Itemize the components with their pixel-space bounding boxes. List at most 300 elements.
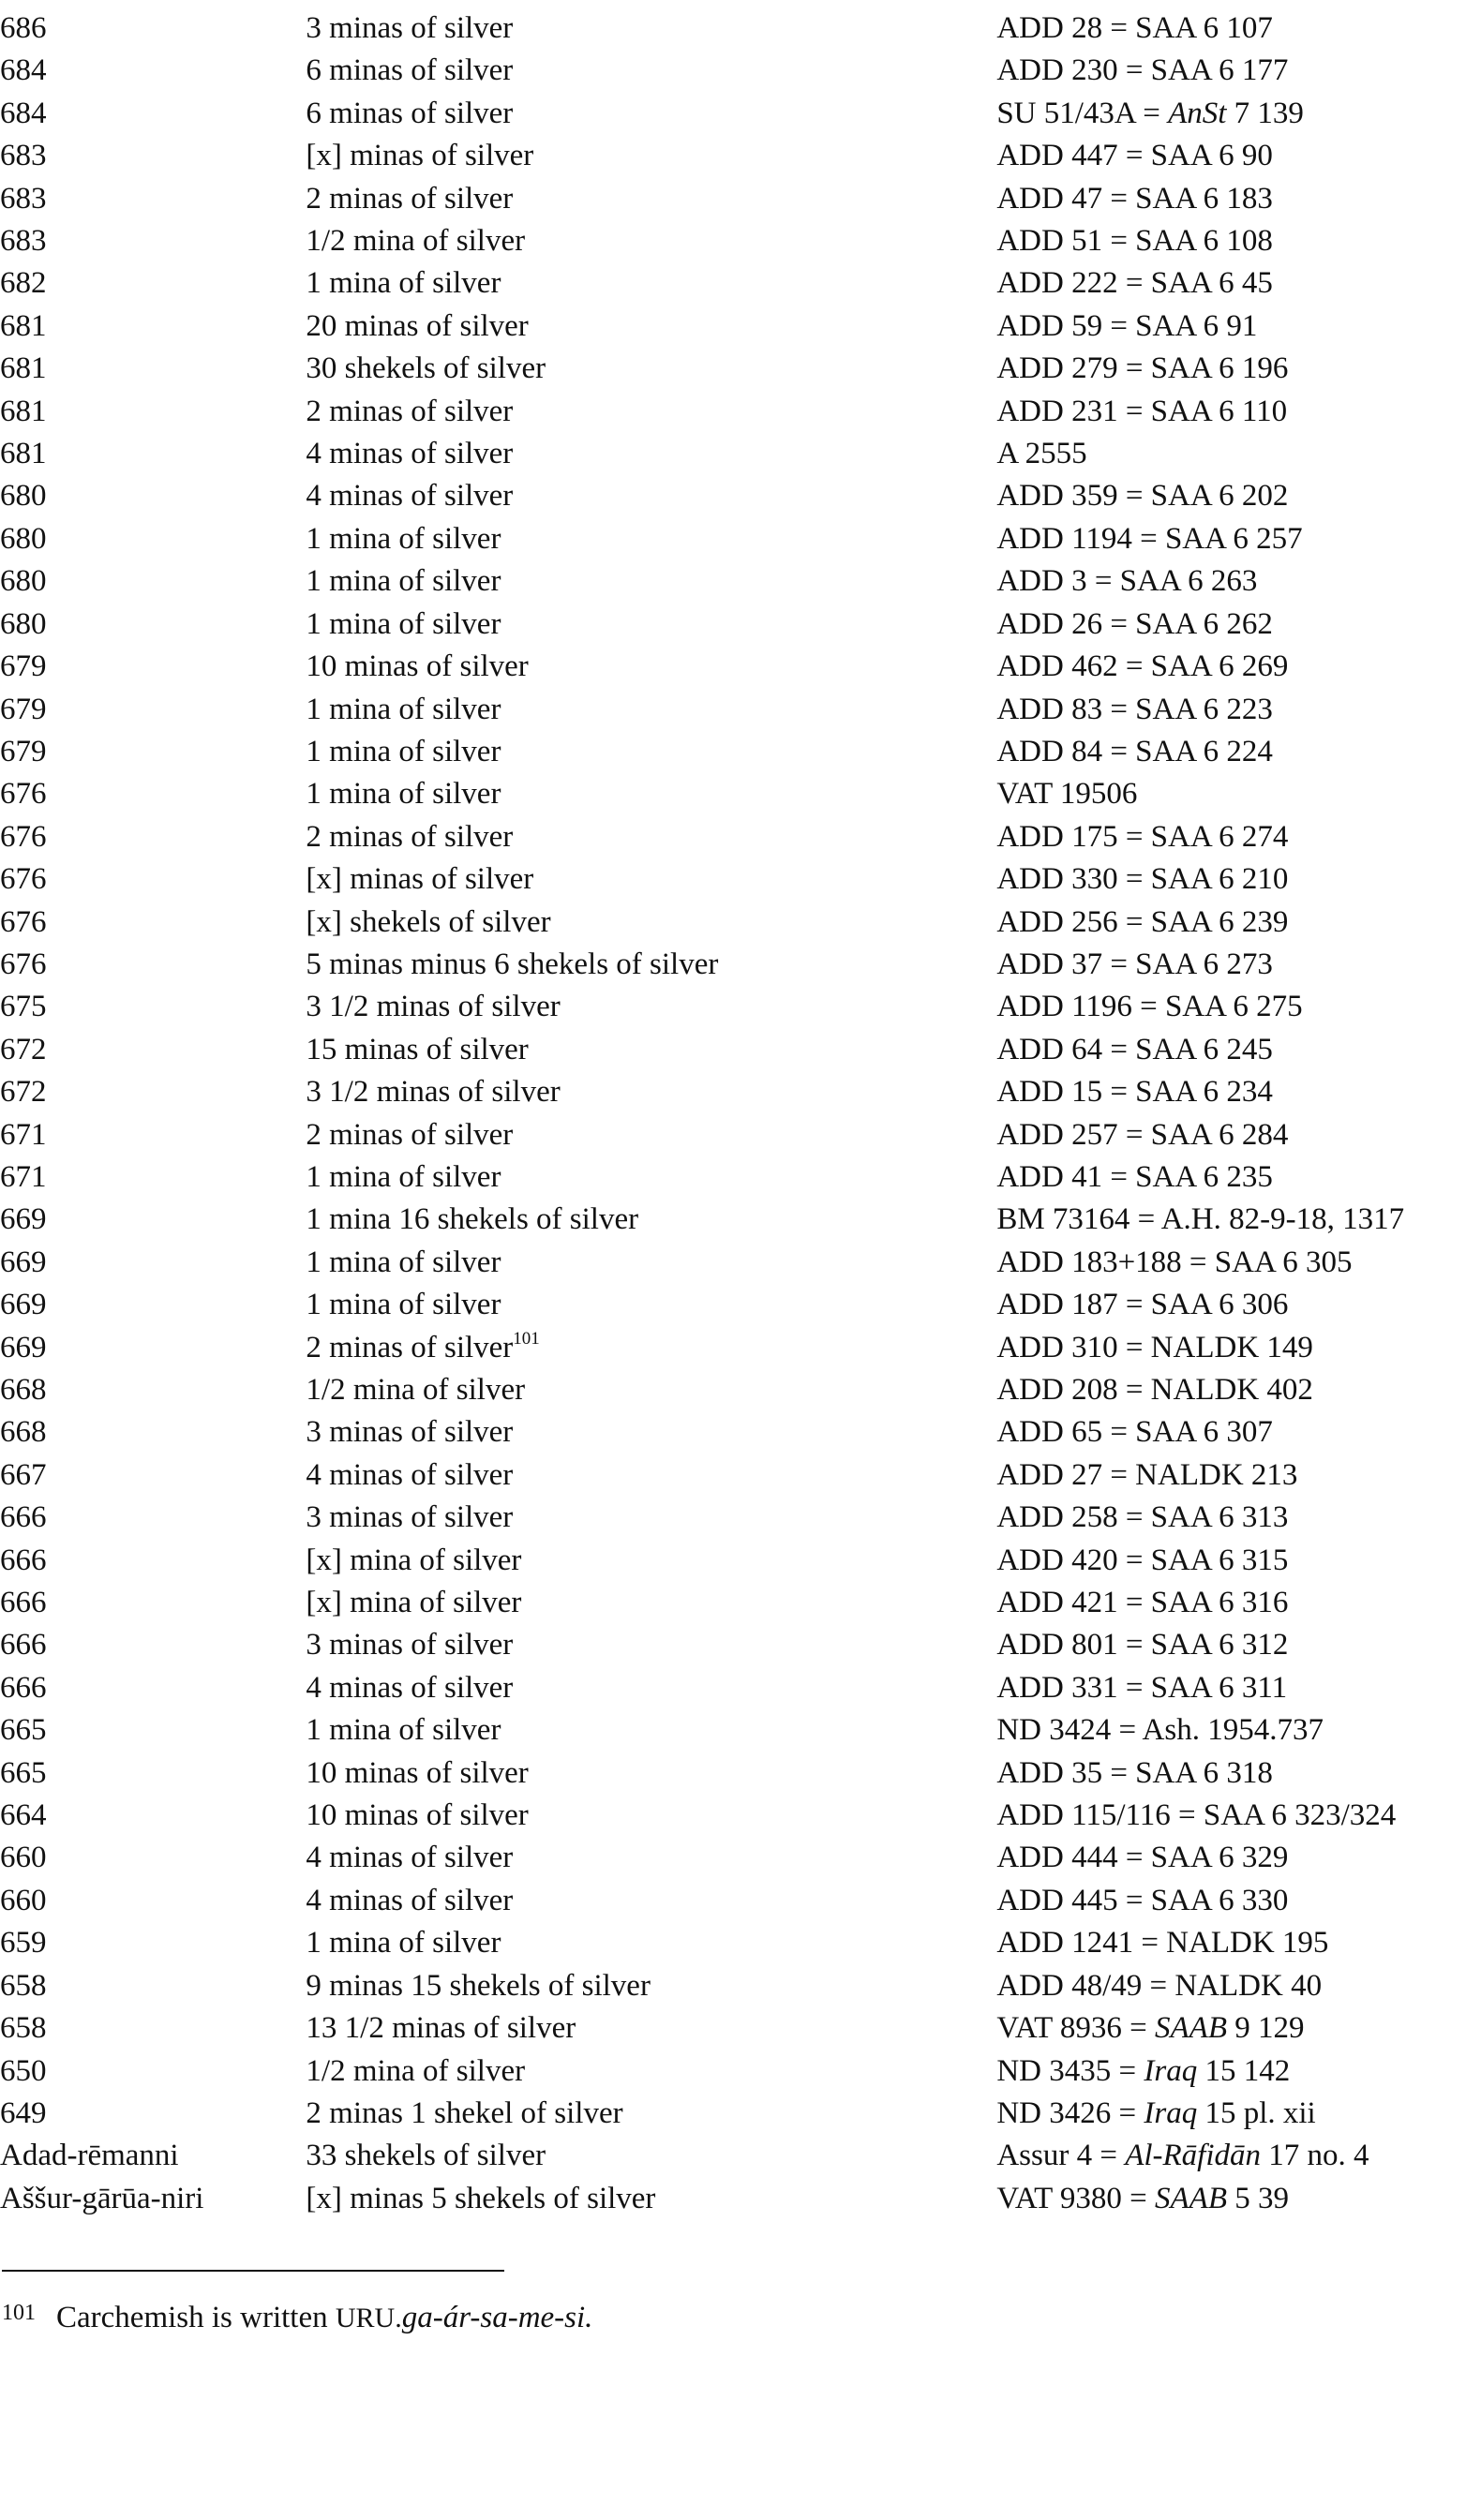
table-row xyxy=(0,475,1481,517)
reference-text: ADD 35 = SAA 6 318 xyxy=(996,1755,1273,1790)
amount-text: 1 mina of silver xyxy=(306,606,501,641)
table-row xyxy=(0,773,1481,815)
year-cell: 681 xyxy=(0,394,47,428)
table-row xyxy=(0,1411,1481,1454)
amount-text: 6 minas of silver xyxy=(306,53,514,88)
amount-cell xyxy=(306,178,996,220)
reference-suffix: 5 39 xyxy=(1227,2181,1289,2215)
reference-cell xyxy=(996,93,1481,135)
reference-cell xyxy=(996,391,1481,433)
table-row xyxy=(0,348,1481,390)
reference-text: ADD 801 = SAA 6 312 xyxy=(996,1628,1289,1663)
amount-text: 1/2 mina of silver xyxy=(306,1373,526,1407)
reference-cell xyxy=(996,816,1481,858)
amount-text: 4 minas of silver xyxy=(306,1883,514,1917)
amount-text: 1 mina of silver xyxy=(306,1713,501,1748)
table-row xyxy=(0,1880,1481,1922)
table-row xyxy=(0,2007,1481,2050)
amount-text: 1 mina of silver xyxy=(306,777,501,812)
table-row xyxy=(0,1327,1481,1369)
footnote-term: URU. xyxy=(335,2303,402,2334)
reference-cell xyxy=(996,560,1481,603)
reference-cell xyxy=(996,731,1481,773)
reference-text: ADD 28 = SAA 6 107 xyxy=(996,11,1273,45)
amount-text: 1 mina of silver xyxy=(306,734,501,768)
table-row xyxy=(0,391,1481,433)
footnote xyxy=(2,2294,592,2337)
amount-cell xyxy=(306,986,996,1028)
amount-text: 1/2 mina of silver xyxy=(306,2053,526,2088)
amount-text: 30 shekels of silver xyxy=(306,351,546,386)
reference-cell xyxy=(996,1795,1481,1837)
footnote-number: 101 xyxy=(2,2301,36,2325)
reference-suffix: 9 129 xyxy=(1227,2011,1305,2046)
reference-text: ND 3426 = xyxy=(996,2095,1144,2130)
year-cell: 660 xyxy=(0,1883,47,1917)
reference-cell xyxy=(996,1071,1481,1113)
amount-text: 1 mina of silver xyxy=(306,1926,501,1961)
amount-cell xyxy=(306,1880,996,1922)
reference-cell xyxy=(996,646,1481,688)
reference-cell xyxy=(996,2135,1481,2177)
footnote-rule xyxy=(2,2270,504,2272)
year-cell: 684 xyxy=(0,53,47,88)
table-row xyxy=(0,1582,1481,1624)
year-cell: 672 xyxy=(0,1032,47,1066)
table-row xyxy=(0,2050,1481,2093)
year-cell: 680 xyxy=(0,521,47,556)
reference-text: BM 73164 = A.H. 82-9-18, 1317 xyxy=(996,1202,1405,1237)
table-row xyxy=(0,1752,1481,1795)
year-cell: 666 xyxy=(0,1628,47,1663)
reference-text: ADD 84 = SAA 6 224 xyxy=(996,734,1273,768)
amount-cell xyxy=(306,1582,996,1624)
year-cell: 660 xyxy=(0,1841,47,1875)
reference-cell xyxy=(996,1667,1481,1709)
reference-cell xyxy=(996,1411,1481,1454)
reference-italic: Al-Rāfidān xyxy=(1125,2139,1262,2173)
reference-italic: Iraq xyxy=(1144,2053,1198,2088)
year-cell: Adad-rēmanni xyxy=(0,2139,179,2173)
year-cell: 680 xyxy=(0,479,47,514)
amount-text: 1 mina of silver xyxy=(306,521,501,556)
amount-cell xyxy=(306,1327,996,1369)
table-row xyxy=(0,560,1481,603)
table-row xyxy=(0,518,1481,560)
reference-text: ADD 310 = NALDK 149 xyxy=(996,1330,1313,1364)
reference-text: ND 3435 = xyxy=(996,2053,1144,2088)
table-row xyxy=(0,1709,1481,1752)
amount-cell xyxy=(306,1199,996,1241)
footnote-term-italic: ga-ár-sa-me-si. xyxy=(401,2301,593,2334)
reference-text: VAT 8936 = xyxy=(996,2011,1156,2046)
reference-cell xyxy=(996,2007,1481,2050)
table-row xyxy=(0,1156,1481,1199)
year-cell: 681 xyxy=(0,437,47,471)
reference-cell xyxy=(996,2178,1481,2220)
reference-cell xyxy=(996,1327,1481,1369)
amount-text: 3 1/2 minas of silver xyxy=(306,1075,561,1110)
year-cell: 668 xyxy=(0,1373,47,1407)
year-cell: 666 xyxy=(0,1543,47,1577)
amount-cell xyxy=(306,816,996,858)
amount-cell xyxy=(306,773,996,815)
reference-cell xyxy=(996,1624,1481,1666)
reference-text: ADD 359 = SAA 6 202 xyxy=(996,479,1289,514)
reference-cell xyxy=(996,1454,1481,1497)
reference-italic: Iraq xyxy=(1144,2095,1198,2130)
amount-cell xyxy=(306,858,996,901)
year-cell: 658 xyxy=(0,2011,47,2046)
table-row xyxy=(0,731,1481,773)
amount-cell xyxy=(306,1922,996,1964)
reference-suffix: 15 142 xyxy=(1197,2053,1291,2088)
amount-text: 3 1/2 minas of silver xyxy=(306,990,561,1024)
year-cell: 686 xyxy=(0,11,47,45)
amount-text: 1 mina of silver xyxy=(306,1245,501,1279)
amount-cell xyxy=(306,475,996,517)
amount-cell xyxy=(306,1454,996,1497)
reference-cell xyxy=(996,1922,1481,1964)
year-cell: 675 xyxy=(0,990,47,1024)
year-cell: 665 xyxy=(0,1755,47,1790)
amount-cell xyxy=(306,1156,996,1199)
amount-cell xyxy=(306,2007,996,2050)
table-row xyxy=(0,433,1481,475)
amount-cell xyxy=(306,93,996,135)
amount-text: 3 minas of silver xyxy=(306,1415,514,1450)
amount-text: 4 minas of silver xyxy=(306,479,514,514)
amount-cell xyxy=(306,902,996,944)
reference-cell xyxy=(996,1029,1481,1071)
reference-text: ADD 447 = SAA 6 90 xyxy=(996,139,1273,173)
year-cell: 682 xyxy=(0,266,47,301)
ledger-body xyxy=(0,7,1481,2220)
reference-text: ADD 331 = SAA 6 311 xyxy=(996,1670,1288,1705)
footnote-ref: 101 xyxy=(513,1328,540,1349)
reference-cell xyxy=(996,220,1481,262)
ledger-table xyxy=(0,7,1481,2220)
amount-cell xyxy=(306,1540,996,1582)
reference-italic: AnSt xyxy=(1168,96,1227,130)
reference-cell xyxy=(996,1965,1481,2007)
amount-cell xyxy=(306,1667,996,1709)
amount-text: 1/2 mina of silver xyxy=(306,224,526,259)
year-cell: 679 xyxy=(0,649,47,684)
year-cell: 669 xyxy=(0,1288,47,1322)
reference-cell xyxy=(996,348,1481,390)
reference-cell xyxy=(996,1369,1481,1411)
reference-cell xyxy=(996,2093,1481,2135)
table-row xyxy=(0,1540,1481,1582)
year-cell: 676 xyxy=(0,862,47,897)
amount-text: [x] minas of silver xyxy=(306,862,534,897)
amount-text: 3 minas of silver xyxy=(306,1628,514,1663)
amount-cell xyxy=(306,1752,996,1795)
amount-text: 2 minas 1 shekel of silver xyxy=(306,2095,623,2130)
table-row xyxy=(0,1199,1481,1241)
reference-cell xyxy=(996,1114,1481,1156)
amount-text: 6 minas of silver xyxy=(306,96,514,130)
reference-text: ADD 26 = SAA 6 262 xyxy=(996,606,1273,641)
amount-cell xyxy=(306,1411,996,1454)
reference-text: ADD 208 = NALDK 402 xyxy=(996,1373,1313,1407)
reference-cell xyxy=(996,262,1481,305)
reference-cell xyxy=(996,1837,1481,1879)
year-cell: 679 xyxy=(0,692,47,726)
reference-italic: SAAB xyxy=(1155,2011,1227,2046)
reference-text: ADD 3 = SAA 6 263 xyxy=(996,564,1258,599)
table-row xyxy=(0,2178,1481,2220)
reference-text: SU 51/43A = xyxy=(996,96,1169,130)
table-row xyxy=(0,1922,1481,1964)
reference-text: ADD 420 = SAA 6 315 xyxy=(996,1543,1289,1577)
amount-text: 1 mina of silver xyxy=(306,1159,501,1194)
reference-text: ADD 41 = SAA 6 235 xyxy=(996,1159,1273,1194)
year-cell: Aššur-gārūa-niri xyxy=(0,2181,204,2215)
table-row xyxy=(0,135,1481,177)
amount-cell xyxy=(306,1071,996,1113)
reference-text: ADD 222 = SAA 6 45 xyxy=(996,266,1273,301)
amount-cell xyxy=(306,1497,996,1539)
amount-text: 4 minas of silver xyxy=(306,1841,514,1875)
reference-text: VAT 19506 xyxy=(996,777,1138,812)
amount-cell xyxy=(306,306,996,348)
reference-text: ND 3424 = Ash. 1954.737 xyxy=(996,1713,1324,1748)
reference-text: ADD 48/49 = NALDK 40 xyxy=(996,1968,1323,2003)
table-row xyxy=(0,1369,1481,1411)
amount-text: 2 minas of silver xyxy=(306,1117,514,1152)
table-row xyxy=(0,1795,1481,1837)
table-row xyxy=(0,689,1481,731)
amount-text: 4 minas of silver xyxy=(306,1670,514,1705)
table-row xyxy=(0,1242,1481,1284)
amount-text: 1 mina of silver xyxy=(306,1288,501,1322)
reference-cell xyxy=(996,1582,1481,1624)
amount-text: 1 mina of silver xyxy=(306,266,501,301)
reference-cell xyxy=(996,858,1481,901)
reference-text: ADD 445 = SAA 6 330 xyxy=(996,1883,1289,1917)
amount-cell xyxy=(306,1114,996,1156)
reference-text: VAT 9380 = xyxy=(996,2181,1156,2215)
table-row xyxy=(0,604,1481,646)
reference-cell xyxy=(996,773,1481,815)
year-cell: 683 xyxy=(0,139,47,173)
reference-cell xyxy=(996,475,1481,517)
amount-text: 1 mina of silver xyxy=(306,564,501,599)
reference-text: ADD 330 = SAA 6 210 xyxy=(996,862,1289,897)
table-row xyxy=(0,986,1481,1028)
reference-cell xyxy=(996,1752,1481,1795)
table-row xyxy=(0,902,1481,944)
reference-cell xyxy=(996,1880,1481,1922)
amount-text: 4 minas of silver xyxy=(306,437,514,471)
amount-text: [x] mina of silver xyxy=(306,1543,522,1577)
reference-cell xyxy=(996,604,1481,646)
reference-text: ADD 258 = SAA 6 313 xyxy=(996,1500,1289,1535)
amount-text: 20 minas of silver xyxy=(306,308,529,343)
year-cell: 667 xyxy=(0,1457,47,1492)
year-cell: 676 xyxy=(0,904,47,939)
amount-cell xyxy=(306,1624,996,1666)
year-cell: 668 xyxy=(0,1415,47,1450)
amount-cell xyxy=(306,433,996,475)
amount-text: [x] minas of silver xyxy=(306,139,534,173)
table-row xyxy=(0,1497,1481,1539)
reference-cell xyxy=(996,1156,1481,1199)
table-row xyxy=(0,1284,1481,1326)
year-cell: 650 xyxy=(0,2053,47,2088)
year-cell: 681 xyxy=(0,308,47,343)
year-cell: 669 xyxy=(0,1330,47,1364)
amount-text: 3 minas of silver xyxy=(306,1500,514,1535)
table-row xyxy=(0,7,1481,50)
amount-cell xyxy=(306,7,996,50)
reference-suffix: 7 139 xyxy=(1226,96,1304,130)
table-row xyxy=(0,1667,1481,1709)
amount-cell xyxy=(306,1284,996,1326)
reference-text: ADD 51 = SAA 6 108 xyxy=(996,224,1273,259)
amount-cell xyxy=(306,262,996,305)
amount-text: 3 minas of silver xyxy=(306,11,514,45)
table-row xyxy=(0,262,1481,305)
year-cell: 681 xyxy=(0,351,47,386)
year-cell: 666 xyxy=(0,1586,47,1620)
year-cell: 664 xyxy=(0,1798,47,1833)
amount-text: 15 minas of silver xyxy=(306,1032,529,1066)
amount-text: 4 minas of silver xyxy=(306,1457,514,1492)
amount-cell xyxy=(306,2050,996,2093)
amount-cell xyxy=(306,1029,996,1071)
reference-cell xyxy=(996,2050,1481,2093)
amount-cell xyxy=(306,2135,996,2177)
amount-text: 2 minas of silver xyxy=(306,1330,514,1364)
amount-text: 2 minas of silver xyxy=(306,394,514,428)
year-cell: 676 xyxy=(0,819,47,854)
table-row xyxy=(0,1965,1481,2007)
year-cell: 679 xyxy=(0,734,47,768)
reference-cell xyxy=(996,1284,1481,1326)
reference-text: ADD 421 = SAA 6 316 xyxy=(996,1586,1289,1620)
table-row xyxy=(0,2135,1481,2177)
reference-suffix: 17 no. 4 xyxy=(1261,2139,1369,2173)
reference-text: ADD 231 = SAA 6 110 xyxy=(996,394,1288,428)
reference-text: ADD 1241 = NALDK 195 xyxy=(996,1926,1329,1961)
reference-cell xyxy=(996,178,1481,220)
table-row xyxy=(0,1114,1481,1156)
year-cell: 676 xyxy=(0,947,47,981)
amount-text: 33 shekels of silver xyxy=(306,2139,546,2173)
amount-cell xyxy=(306,1965,996,2007)
reference-cell xyxy=(996,902,1481,944)
footnote-text: Carchemish is written xyxy=(56,2301,336,2334)
table-row xyxy=(0,1454,1481,1497)
reference-text: ADD 444 = SAA 6 329 xyxy=(996,1841,1289,1875)
amount-cell xyxy=(306,604,996,646)
reference-text: ADD 257 = SAA 6 284 xyxy=(996,1117,1289,1152)
year-cell: 676 xyxy=(0,777,47,812)
reference-cell xyxy=(996,689,1481,731)
reference-text: ADD 230 = SAA 6 177 xyxy=(996,53,1289,88)
reference-suffix: 15 pl. xii xyxy=(1197,2095,1316,2130)
table-row xyxy=(0,220,1481,262)
reference-cell xyxy=(996,1242,1481,1284)
amount-cell xyxy=(306,560,996,603)
reference-text: ADD 65 = SAA 6 307 xyxy=(996,1415,1273,1450)
year-cell: 649 xyxy=(0,2095,47,2130)
amount-cell xyxy=(306,50,996,92)
amount-cell xyxy=(306,2178,996,2220)
reference-text: A 2555 xyxy=(996,437,1087,471)
year-cell: 671 xyxy=(0,1159,47,1194)
reference-text: ADD 83 = SAA 6 223 xyxy=(996,692,1273,726)
year-cell: 672 xyxy=(0,1075,47,1110)
year-cell: 683 xyxy=(0,181,47,216)
reference-cell xyxy=(996,944,1481,986)
amount-cell xyxy=(306,1837,996,1879)
amount-cell xyxy=(306,731,996,773)
reference-text: ADD 279 = SAA 6 196 xyxy=(996,351,1289,386)
amount-cell xyxy=(306,1795,996,1837)
table-row xyxy=(0,1029,1481,1071)
reference-cell xyxy=(996,1709,1481,1752)
reference-cell xyxy=(996,1540,1481,1582)
reference-text: Assur 4 = xyxy=(996,2139,1126,2173)
amount-cell xyxy=(306,135,996,177)
amount-text: 1 mina of silver xyxy=(306,692,501,726)
reference-text: ADD 59 = SAA 6 91 xyxy=(996,308,1258,343)
reference-cell xyxy=(996,7,1481,50)
reference-cell xyxy=(996,433,1481,475)
table-row xyxy=(0,646,1481,688)
amount-text: [x] shekels of silver xyxy=(306,904,551,939)
reference-text: ADD 115/116 = SAA 6 323/324 xyxy=(996,1798,1397,1833)
reference-cell xyxy=(996,1199,1481,1241)
amount-text: 10 minas of silver xyxy=(306,1755,529,1790)
reference-text: ADD 64 = SAA 6 245 xyxy=(996,1032,1273,1066)
table-row xyxy=(0,2093,1481,2135)
table-row xyxy=(0,178,1481,220)
reference-text: ADD 256 = SAA 6 239 xyxy=(996,904,1289,939)
amount-text: 10 minas of silver xyxy=(306,1798,529,1833)
amount-cell xyxy=(306,646,996,688)
reference-text: ADD 15 = SAA 6 234 xyxy=(996,1075,1273,1110)
year-cell: 669 xyxy=(0,1245,47,1279)
amount-cell xyxy=(306,391,996,433)
reference-text: ADD 1194 = SAA 6 257 xyxy=(996,521,1303,556)
table-row xyxy=(0,306,1481,348)
year-cell: 669 xyxy=(0,1202,47,1237)
table-row xyxy=(0,858,1481,901)
reference-italic: SAAB xyxy=(1155,2181,1227,2215)
year-cell: 659 xyxy=(0,1926,47,1961)
table-row xyxy=(0,1071,1481,1113)
reference-text: ADD 175 = SAA 6 274 xyxy=(996,819,1289,854)
amount-text: [x] minas 5 shekels of silver xyxy=(306,2181,656,2215)
year-cell: 684 xyxy=(0,96,47,130)
amount-text: [x] mina of silver xyxy=(306,1586,522,1620)
amount-text: 10 minas of silver xyxy=(306,649,529,684)
amount-cell xyxy=(306,1369,996,1411)
reference-cell xyxy=(996,1497,1481,1539)
year-cell: 665 xyxy=(0,1713,47,1748)
reference-cell xyxy=(996,986,1481,1028)
amount-cell xyxy=(306,1709,996,1752)
amount-cell xyxy=(306,2093,996,2135)
year-cell: 671 xyxy=(0,1117,47,1152)
reference-cell xyxy=(996,135,1481,177)
year-cell: 658 xyxy=(0,1968,47,2003)
